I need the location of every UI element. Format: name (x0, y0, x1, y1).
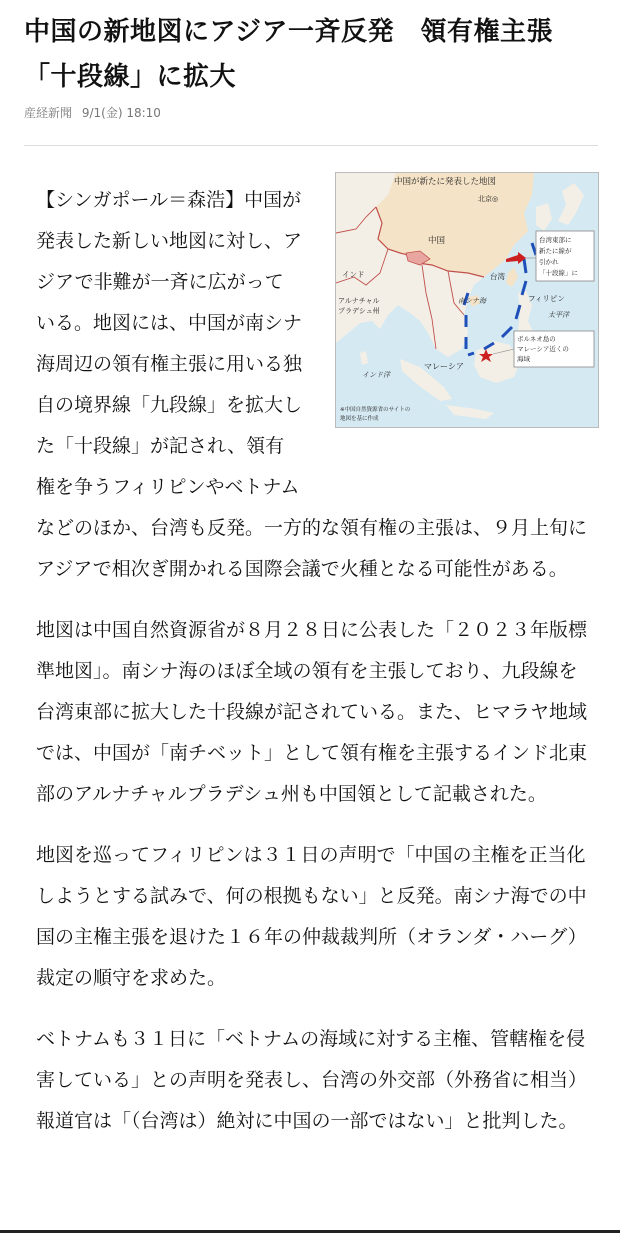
taiwan-callout-line-4: 「十段線」に (539, 269, 578, 277)
borneo-callout-line-3: 海域 (517, 355, 530, 363)
label-south-china-sea: 南シナ海 (458, 297, 486, 305)
label-pacific: 太平洋 (548, 311, 569, 319)
label-arunachal-1: アルナチャル (338, 297, 380, 305)
article-paragraph-2: 地図は中国自然資源省が８月２８日に公表した「２０２３年版標準地図」。南シナ海のほぼ全域の領有を主張しており、九段線を台湾東部に拡大した十段線が記されている。また、ヒマラヤ地域では、中国が「南チベット」として領有権を主張するインド北東部のアルナチャルプラデシュ州も中国領として記載された。 (36, 619, 588, 805)
taiwan-callout-line-2: 新たに線が (539, 247, 572, 255)
map-credit-line-1: ※中国自然資源省のサイトの (340, 407, 411, 413)
article-paragraph-4: ベトナムも３１日に「ベトナムの海域に対する主権、管轄権を侵害している」との声明を発表し、台湾の外交部（外務省に相当）報道官は「（台湾は）絶対に中国の一部ではない」と批判した。 (36, 1028, 588, 1132)
article-meta (24, 104, 167, 121)
label-india: インド (342, 270, 365, 279)
article-paragraph-3: 地図を巡ってフィリピンは３１日の声明で「中国の主権を正当化しようとする試みで、何の根拠もない」と反発。南シナ海での中国の主権主張を退けた１６年の仲裁裁判所（オランダ・ハーグ）裁定の順守を求めた。 (36, 844, 587, 989)
borneo-callout-line-1: ボルネオ島の (517, 335, 556, 343)
article-body (36, 180, 588, 1162)
label-taiwan: 台湾 (490, 272, 505, 281)
map-title: 中国が新たに発表した地図 (394, 177, 497, 187)
header-divider (24, 145, 598, 146)
label-philippines: フィリピン (528, 294, 565, 303)
taiwan-callout-line-3: 引かれ (539, 258, 559, 266)
publish-date: 9/1(金) 18:10 (81, 106, 161, 120)
map-credit-line-2: 地図を基に作成 (340, 416, 379, 422)
label-arunachal-2: プラデシュ州 (338, 307, 380, 315)
map-float-spacer (302, 180, 588, 468)
article-headline: 中国の新地図にアジア一斉反発 領有権主張「十段線」に拡大 (24, 17, 553, 92)
paragraph-1-text: 【シンガポール＝森浩】中国が発表した新しい地図に対し、アジアで非難が一斉に広がっている。地図には、中国が南シナ海周辺の領有権主張に用いる独自の境界線「九段線」を拡大した「十段線」が記され、領有権を争うフィリピンやベトナムなどのほか、台湾も反発。一方的な領有権の主張は、９月上旬にアジアで相次ぎ開かれる国際会議で火種となる可能性がある。 (36, 189, 588, 580)
article-paragraph-1 (36, 180, 588, 590)
label-beijing: 北京◎ (478, 195, 499, 203)
label-indian-ocean: インド洋 (362, 371, 390, 379)
label-china: 中国 (428, 236, 446, 246)
taiwan-callout-line-1: 台湾東部に (539, 236, 572, 244)
label-malaysia: マレーシア (424, 362, 464, 371)
source-name[interactable]: 産経新聞 (24, 106, 73, 120)
borneo-callout-line-2: マレーシア近くの (517, 345, 569, 353)
